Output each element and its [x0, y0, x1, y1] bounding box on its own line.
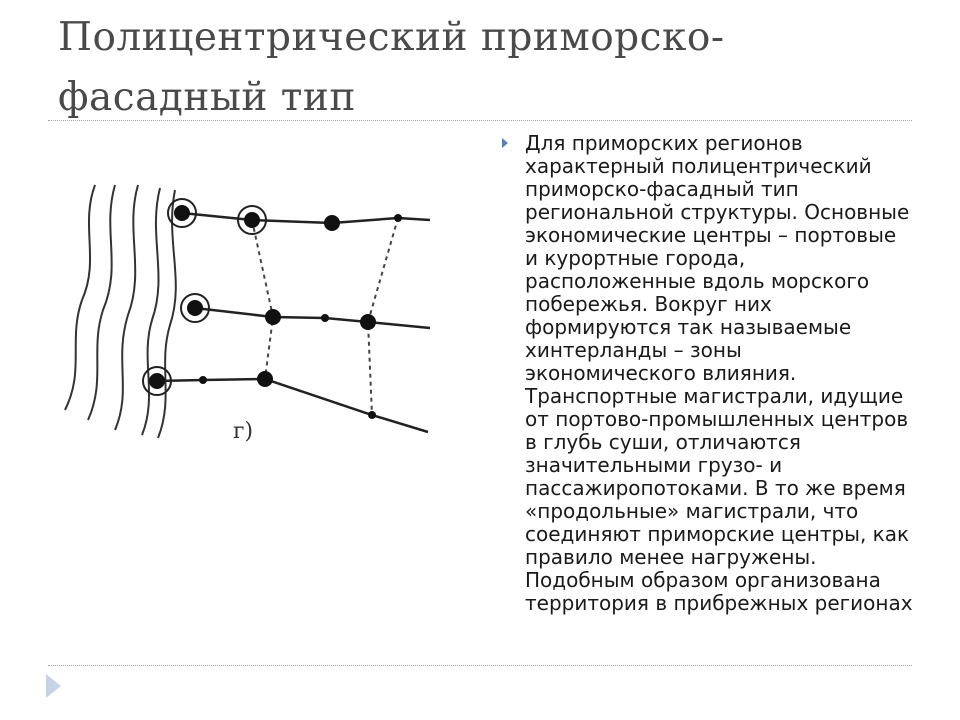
coastline-line — [142, 188, 160, 435]
city-dot-small — [321, 314, 329, 322]
coastline-line — [115, 185, 138, 430]
port-dot — [244, 212, 260, 228]
dashed-road — [252, 220, 273, 379]
next-slide-triangle-right-icon[interactable] — [46, 674, 61, 698]
coastal-network-diagram — [40, 170, 460, 460]
footer-divider — [48, 665, 912, 666]
coastline-lines — [65, 185, 176, 438]
city-dot-small — [394, 214, 402, 222]
body-paragraph: Для приморских регионов характерный полицентрический приморско-фасадный тип региональной структуры. Основные экономические центры – портовые и курортные города, расположенные вдоль морского побережья. Вокруг них формируются так называемые хинтерланды – зоны экономического влияния. Транспортные магистрали, идущие от портово-промышленных центров в глубь суши, отличаются значительными грузо- и пассажиропотоками. В то же время «продольные» магистрали, что соединяют приморские центры, как правило менее нагружены. Подобным образом организована территория в прибрежных регионах — [525, 131, 913, 615]
port-dot — [174, 205, 190, 221]
coastline-line — [158, 190, 176, 438]
city-dot — [324, 215, 340, 231]
port-cities — [143, 199, 266, 395]
city-dot — [360, 314, 376, 330]
slide-title: Полицентрический приморско-фасадный тип — [58, 15, 725, 120]
city-dot-small — [368, 411, 376, 419]
coastline-line — [65, 185, 95, 410]
city-dot-small — [199, 376, 207, 384]
title-divider — [48, 120, 912, 121]
road-line — [157, 379, 428, 432]
road-line — [195, 308, 430, 328]
port-dot — [187, 300, 203, 316]
port-dot — [149, 373, 165, 389]
road-line — [182, 213, 430, 223]
bullet-triangle-right-icon — [502, 138, 508, 148]
figure-label: г) — [233, 419, 254, 444]
city-dot — [257, 371, 273, 387]
coastline-line — [88, 185, 115, 420]
city-dot — [265, 309, 281, 325]
